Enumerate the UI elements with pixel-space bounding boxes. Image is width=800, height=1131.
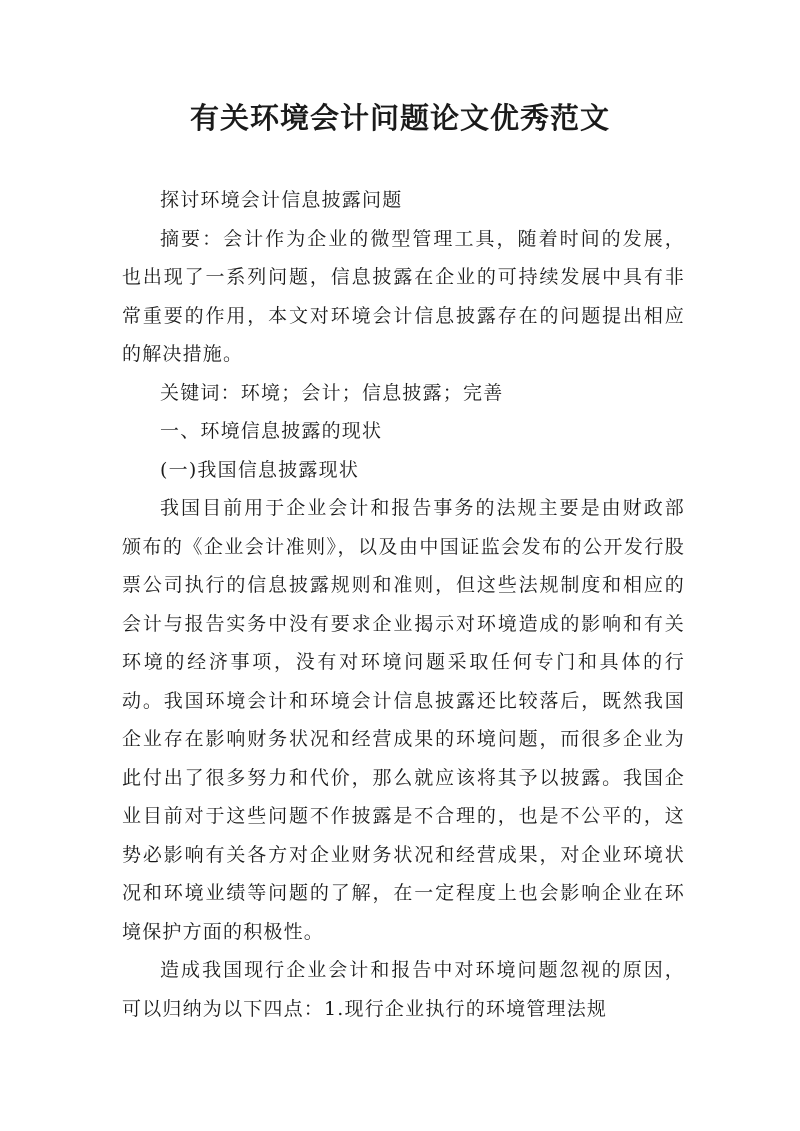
document-title: 有关环境会计问题论文优秀范文 [189,101,610,135]
keywords-paragraph: 关键词：环境；会计；信息披露；完善 [160,381,504,404]
section-heading: 一、环境信息披露的现状 [160,420,383,442]
abstract-paragraph: 摘要：会计作为企业的微型管理工具，随着时间的发展，也出现了一系列问题，信息披露在企业的可持续发展中具有非常重要的作用，本文对环境会计信息披露存在的问题提出相应的解决措施。 [122,227,685,365]
body-paragraph: 我国目前用于企业会计和报告事务的法规主要是由财政部颁布的《企业会计准则》，以及由中国证监会发布的公开发行股票公司执行的信息披露规则和准则，但这些法规制度和相应的会计与报告实务中没有要求企业揭示对环境造成的影响和有关环境的经济事项，没有对环境问题采取任何专门和具体的行动。我国环境会计和环境会计信息披露还比较落后，既然我国企业存在影响财务状况和经营成果的环境问题，而很多企业为此付出了很多努力和代价，那么就应该将其予以披露。我国企业目前对于这些问题不作披露是不合理的，也是不公平的，这势必影响有关各方对企业财务状况和经营成果，对企业环境状况和环境业绩等问题的了解，在一定程度上也会影响企业在环境保护方面的积极性。 [122,497,685,943]
subsection-heading: (一)我国信息披露现状 [160,458,360,481]
body-paragraph: 造成我国现行企业会计和报告中对环境问题忽视的原因，可以归纳为以下四点：1.现行企业执行的环境管理法规 [122,959,685,1020]
document-body [122,181,685,1028]
subtitle-paragraph: 探讨环境会计信息披露问题 [160,189,403,211]
